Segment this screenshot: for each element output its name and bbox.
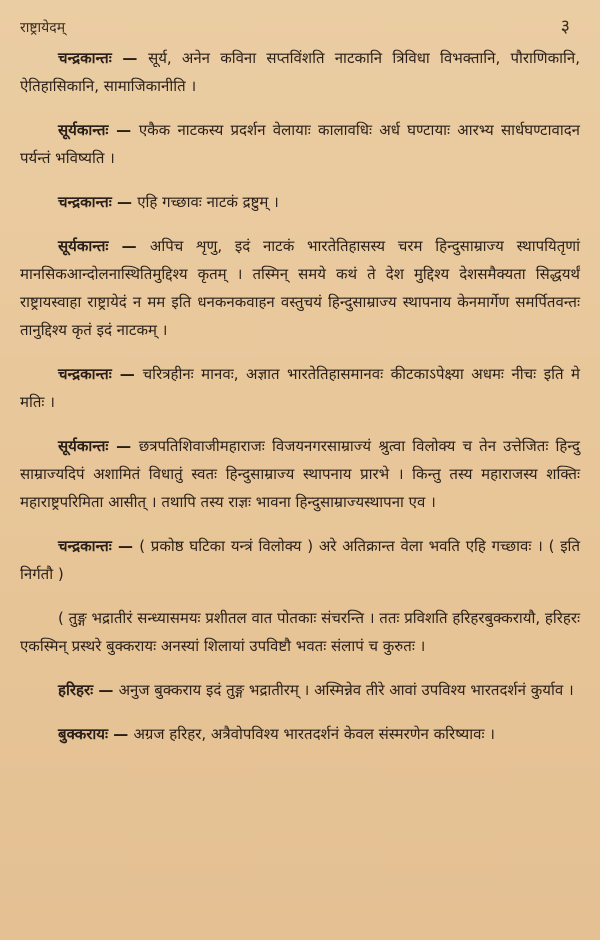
speaker-name: बुक्करायः bbox=[58, 725, 109, 743]
speaker-name: चन्द्रकान्तः bbox=[58, 49, 112, 67]
speaker-name: हरिहरः bbox=[58, 681, 94, 699]
dialogue-dash: — bbox=[108, 121, 139, 139]
speaker-name: सूर्यकान्तः bbox=[58, 121, 109, 139]
dialogue-dash: — bbox=[108, 237, 150, 255]
dialogue-dash: — bbox=[111, 537, 140, 555]
dialogue-text: ( प्रकोष्ठ घटिका यन्त्रं विलोक्य ) अरे अतिक्रान्त वेला भवति एहि गच्छावः । ( इति निर्गतौ ) bbox=[20, 537, 580, 583]
speaker-name: सूर्यकान्तः bbox=[58, 237, 109, 255]
dialogue-dash: — bbox=[108, 437, 139, 455]
stage-direction-text: ( तुङ्ग भद्रातीरं सन्ध्यासमयः प्रशीतल वात पोतकाः संचरन्ति । ततः प्रविशति हरिहरबुक्करायौ, हरिहरः एकस्मिन् प्रस्थरे बुक्करायः अनस्यां शिलायां उपविष्टौ भवतः संलापं च कुरुतः । bbox=[20, 609, 580, 655]
dialogue-text: एहि गच्छावः नाटकं द्रष्टुम् । bbox=[137, 193, 279, 211]
dialogue-dash: — bbox=[93, 681, 119, 699]
dialogue-dash: — bbox=[108, 725, 134, 743]
dialogue-paragraph bbox=[20, 188, 580, 216]
running-head: राष्ट्रायेदम् bbox=[20, 20, 66, 36]
dialogue-text: अनुज बुक्कराय इदं तुङ्ग भद्रातीरम् । अस्मिन्नेव तीरे आवां उपविश्य भारतदर्शनं कुर्याव । bbox=[118, 681, 574, 699]
page-header bbox=[20, 14, 580, 44]
dialogue-text: सूर्य, अनेन कविना सप्तविंशति नाटकानि त्रिविधा विभक्तानि, पौराणिकानि, ऐतिहासिकानि, सामाजिकानीति । bbox=[20, 49, 580, 95]
dialogue-text: छत्रपतिशिवाजीमहाराजः विजयनगरसाम्राज्यं श्रुत्वा विलोक्य च तेन उत्तेजितः हिन्दु साम्राज्यदिपं अशामितं विधातुं स्वतः हिन्दुसाम्राज्य स्थापनाय प्रारभे । किन्तु तस्य महाराजस्य शक्तिः महाराष्ट्रपरिमिता आसीत् । तथापि तस्य राज्ञः भावना हिन्दुसाम्राज्यस्थापना एव । bbox=[20, 437, 580, 511]
dialogue-paragraph bbox=[20, 232, 580, 344]
speaker-name: चन्द्रकान्तः bbox=[58, 193, 112, 211]
speaker-name: सूर्यकान्तः bbox=[58, 437, 109, 455]
speaker-name: चन्द्रकान्तः bbox=[58, 537, 112, 555]
dialogue-text: अग्रज हरिहर, अत्रैवोपविश्य भारतदर्शनं केवल संस्मरणेन करिष्यावः । bbox=[133, 725, 495, 743]
dialogue-text: चरित्रहीनः मानवः, अज्ञात भारतेतिहासमानवः कीटकाऽपेक्ष्या अधमः नीचः इति मे मतिः । bbox=[20, 365, 580, 411]
dialogue-paragraph bbox=[20, 720, 580, 748]
speaker-name: चन्द्रकान्तः bbox=[58, 365, 112, 383]
dialogue-text: अपिच शृणु, इदं नाटकं भारतेतिहासस्य चरम हिन्दुसाम्राज्य स्थापयितृणां मानसिकआन्दोलनास्थितिमुद्दिश्य कृतम् । तस्मिन् समये कथं ते देश मुद्दिश्य देशसमैक्यता सिद्धयर्थं राष्ट्रायस्वाहा राष्ट्रायेदं न मम इति धनकनकवाहन वस्तुचयं हिन्दुसाम्राज्य स्थापनाय केनमार्गेण समर्पितवन्तः तानुद्दिश्य कृतं इदं नाटकम् । bbox=[20, 237, 580, 339]
dialogue-paragraph bbox=[20, 532, 580, 588]
dialogue-paragraph bbox=[20, 360, 580, 416]
page-number: ३ bbox=[560, 16, 570, 37]
dialogue-paragraph bbox=[20, 432, 580, 516]
dialogue-paragraph bbox=[20, 116, 580, 172]
dialogue-paragraph bbox=[20, 44, 580, 100]
dialogue-paragraph bbox=[20, 676, 580, 704]
dialogue-dash: — bbox=[111, 49, 149, 67]
dialogue-dash: — bbox=[111, 193, 138, 211]
dialogue-dash: — bbox=[111, 365, 143, 383]
dialogue-text: एकैक नाटकस्य प्रदर्शन वेलायाः कालावधिः अर्ध घण्टायाः आरभ्य सार्धघण्टावादन पर्यन्तं भविष्यति । bbox=[20, 121, 580, 167]
stage-direction bbox=[20, 604, 580, 660]
